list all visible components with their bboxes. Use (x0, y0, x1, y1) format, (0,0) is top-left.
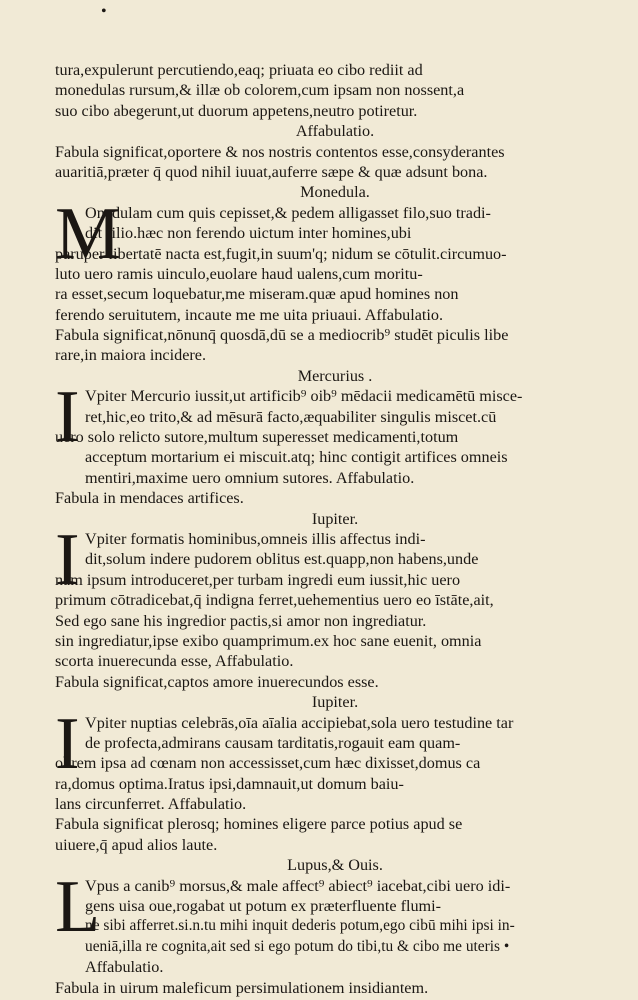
text-line: lans circunferret. Affabulatio. (55, 795, 247, 814)
text-line: gens uisa oue,rogabat ut potum ex præterfluente flumi- (85, 897, 442, 916)
drop-cap: M (55, 192, 121, 275)
moral-line: Fabula in mendaces artifices. (55, 489, 244, 508)
text-line: paruper libertatē nacta est,fugit,in suum'q; nidum se cōtulit.circumuo- (55, 244, 507, 263)
moral-line: Fabula significat,captos amore inuerecundos esse. (55, 672, 379, 691)
moral-line: Fabula in uirum maleficum persimulationem insidiantem. (55, 978, 429, 997)
text-line: tura,expulerunt percutiendo,eaq; priuata eo cibo rediit ad (55, 61, 423, 79)
moral-line: uiuere,q̄ apud alios laute. (55, 835, 218, 854)
moral-line: Fabula significat plerosq; homines eligere parce potius apud se (55, 815, 463, 834)
text-line: ne sibi afferret.si.n.tu mihi inquit dederis potum,ego cibū mihi ipsi in- (85, 917, 515, 935)
text-line: monedulas rursum,& illæ ob colorem,cum ipsam non nossent,a (55, 81, 465, 100)
drop-cap: I (55, 518, 80, 601)
drop-cap: L (55, 865, 101, 948)
drop-cap: I (55, 702, 80, 785)
moral-line: rare,in maiora incidere. (55, 346, 206, 365)
text-line: acceptum mortarium ei miscuit.atq; hinc contigit artifices omneis (85, 448, 508, 467)
text-line: mentiri,maxime uero omnium sutores. Affabulatio. (85, 468, 415, 487)
fable-title: Mercurius . (297, 366, 373, 385)
text-column (55, 60, 615, 998)
text-line: Sed ego sane his ingredior pactis,si amor non ingrediatur. (55, 611, 427, 630)
text-line: scorta inuerecunda esse, Affabulatio. (55, 652, 294, 671)
page-mark: • (101, 3, 107, 20)
text-line: primum cōtradicebat,q̄ indigna ferret,uehementius uero eo īstāte,ait, (55, 591, 494, 610)
text-line: suo cibo abegerunt,ut duorum appetens,neutro potiretur. (55, 101, 418, 120)
moral-line: Fabula significat,oportere & nos nostris contentos esse,consyderantes (55, 142, 505, 161)
text-line: Vpiter formatis hominibus,omneis illis affectus indi- (85, 529, 426, 548)
text-line: uero solo relicto sutore,multum superesset medicamenti,totum (55, 428, 459, 447)
text-line: sin ingrediatur,ipse exibo quamprimum.ex hoc sane euenit, omnia (55, 631, 482, 650)
text-line: obrem ipsa ad cœnam non accessisset,cum hæc dixisset,domus ca (55, 754, 481, 773)
text-line: ferendo seruitutem, incaute me me uita priuaui. Affabulatio. (55, 305, 444, 324)
text-line: Vpus a canib⁹ morsus,& male affect⁹ abiect⁹ iacebat,cibi uero idi- (85, 876, 511, 895)
text-line: dit filio.hæc non ferendo uictum inter homines,ubi (85, 224, 412, 243)
fable-block (55, 376, 615, 488)
affabulatio-heading: Affabulatio. (295, 122, 375, 141)
moral-line: auaritiā,præter q̄ quod nihil iuuat,auferre sæpe & quæ adsunt bona. (55, 162, 488, 181)
text-line: de profecta,admirans causam tarditatis,rogauit eam quam- (85, 733, 461, 752)
fable-title: Monedula. (300, 183, 370, 202)
fable-title: Lupus,& Ouis. (287, 856, 383, 875)
text-line: dit,solum indere pudorem oblitus est.quapp,non habens,unde (85, 550, 479, 569)
text-line: ra,domus optima.Iratus ipsi,damnauit,ut domum baiu- (55, 774, 404, 793)
text-line: ret,hic,eo trito,& ad mēsurā facto,æquabiliter singulis miscet.cū (85, 407, 497, 426)
moral-line: Fabula significat,nōnunq̄ quosdā,dū se a mediocrib⁹ studēt piculis libe (55, 326, 509, 345)
fable-title: Iupiter. (311, 509, 359, 528)
text-line: Vpiter Mercurio iussit,ut artificib⁹ oib⁹ mēdacii medicamētū misce- (85, 387, 523, 406)
text-line: Onedulam cum quis cepisset,& pedem alligasset filo,suo tradi- (85, 203, 491, 222)
text-line: ra esset,secum loquebatur,me miseram.quæ apud homines non (55, 285, 459, 304)
affabulatio-heading: Affabulatio. (85, 958, 164, 977)
text-line: luto uero ramis uinculo,euolare haud ualens,cum moritu- (55, 264, 423, 283)
text-line: nam ipsum introduceret,per turbam ingredi eum iussit,hic uero (55, 570, 461, 589)
text-line: Vpiter nuptias celebrās,oīa aīalia accipiebat,sola uero testudine tar (85, 713, 514, 732)
drop-cap: I (55, 376, 80, 459)
fable-title: Iupiter. (311, 693, 359, 712)
fable-block (55, 192, 615, 325)
text-line: ueniā,illa re cognita,ait sed si ego potum do tibi,tu & cibo me uteris • (85, 937, 510, 955)
